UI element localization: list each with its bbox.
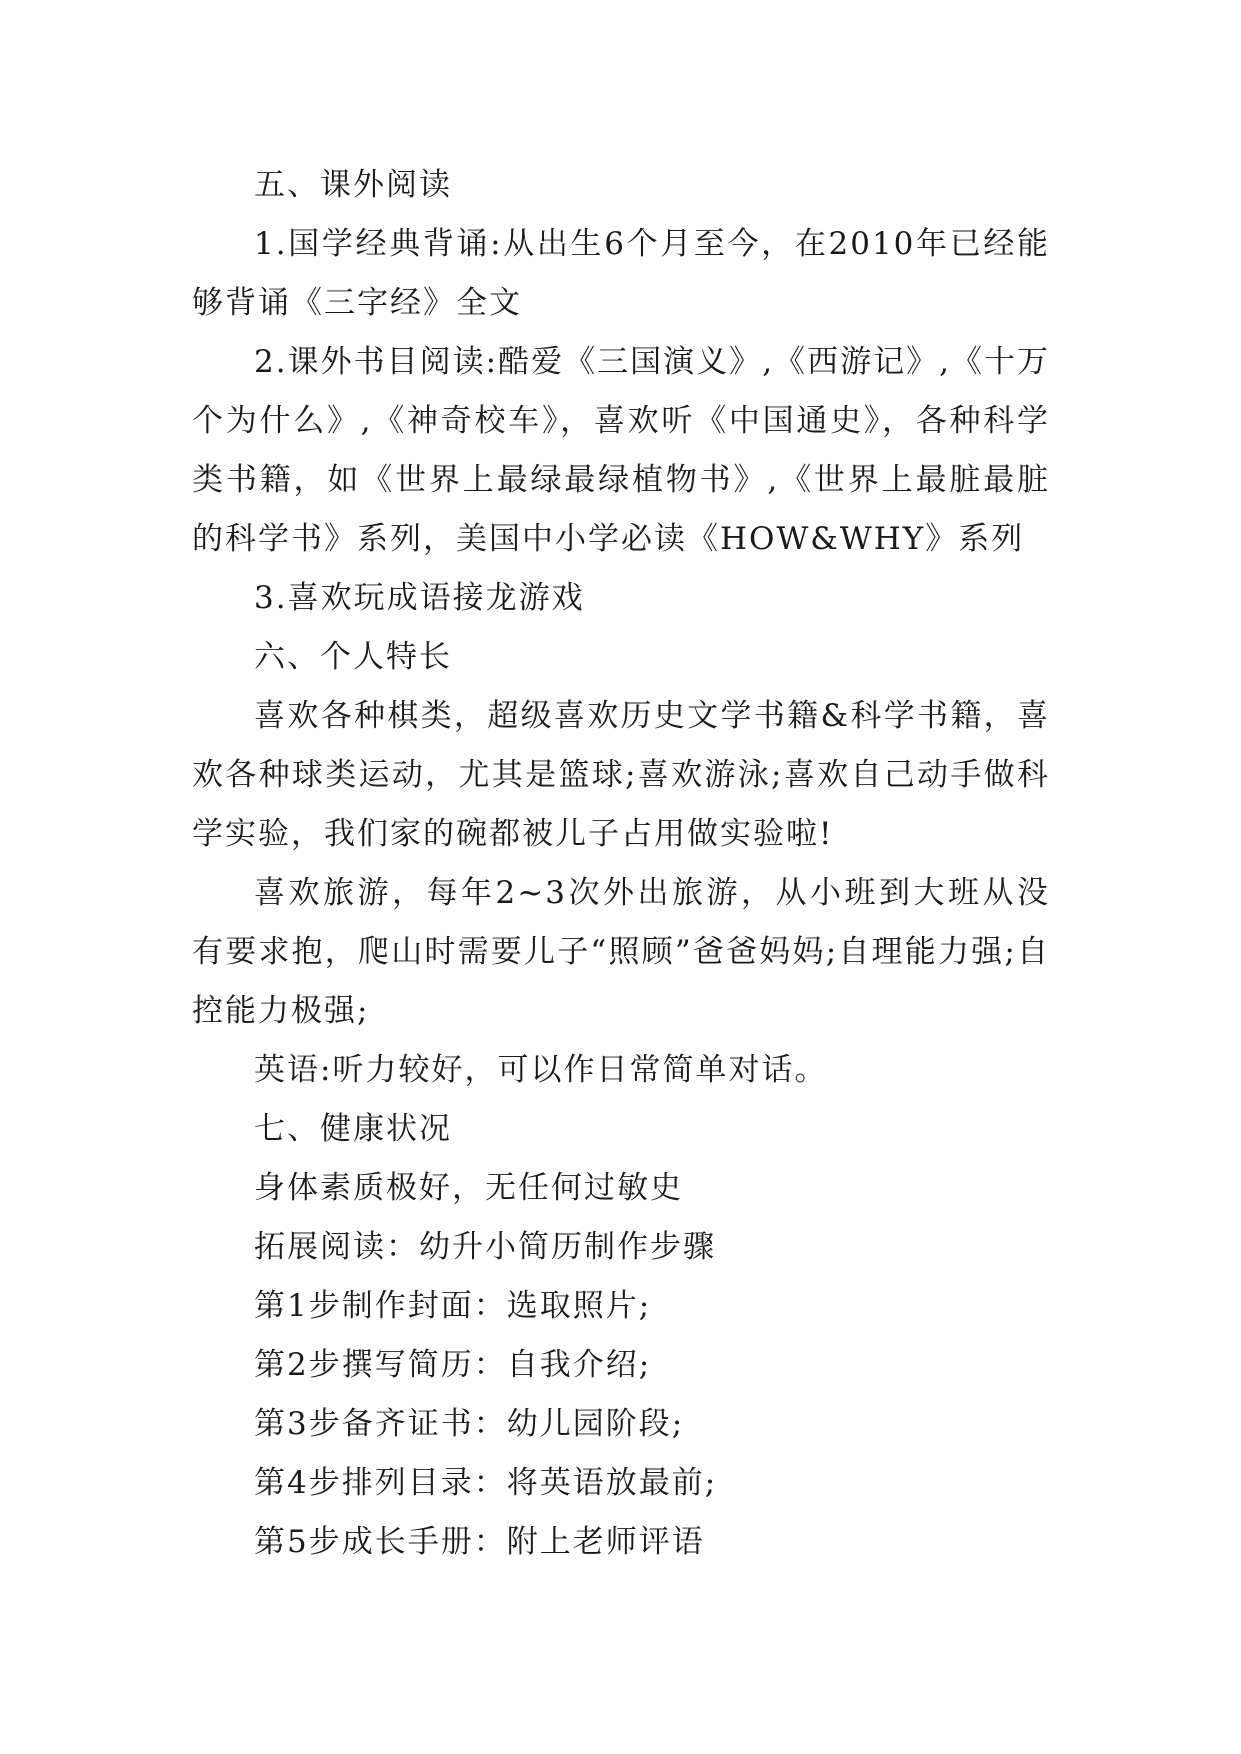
paragraph-english: 英语:听力较好，可以作日常简单对话。 bbox=[254, 1052, 828, 1088]
list-item-step-5: 第5步成长手册：附上老师评语 bbox=[254, 1524, 705, 1560]
section-heading-health: 七、健康状况 bbox=[254, 1111, 452, 1147]
list-item-step-1: 第1步制作封面：选取照片; bbox=[254, 1288, 652, 1324]
paragraph-health: 身体素质极好，无任何过敏史 bbox=[254, 1170, 683, 1206]
paragraph-hobbies: 喜欢各种棋类，超级喜欢历史文学书籍&科学书籍，喜欢各种球类运动，尤其是篮球;喜欢游泳;喜欢自己动手做科学实验，我们家的碗都被儿子占用做实验啦! bbox=[192, 698, 1050, 852]
document-body bbox=[192, 156, 1050, 1572]
paragraph-travel: 喜欢旅游，每年2~3次外出旅游，从小班到大班从没有要求抱，爬山时需要儿子“照顾”爸爸妈妈;自理能力强;自控能力极强; bbox=[192, 875, 1050, 1029]
paragraph-classics-recitation: 1.国学经典背诵:从出生6个月至今，在2010年已经能够背诵《三字经》全文 bbox=[192, 226, 1050, 321]
list-item-step-3: 第3步备齐证书：幼儿园阶段; bbox=[254, 1406, 685, 1442]
section-heading-extracurricular-reading: 五、课外阅读 bbox=[254, 167, 452, 203]
paragraph-reading-list: 2.课外书目阅读:酷爱《三国演义》,《西游记》,《十万个为什么》,《神奇校车》，喜欢听《中国通史》，各种科学类书籍，如《世界上最绿最绿植物书》,《世界上最脏最脏的科学书》系列，美国中小学必读《HOW&WHY》系列 bbox=[192, 344, 1050, 557]
paragraph-extended-reading: 拓展阅读：幼升小简历制作步骤 bbox=[254, 1229, 716, 1265]
section-heading-personal-strengths: 六、个人特长 bbox=[254, 639, 452, 675]
list-item-step-4: 第4步排列目录：将英语放最前; bbox=[254, 1465, 718, 1501]
list-item-step-2: 第2步撰写简历：自我介绍; bbox=[254, 1347, 652, 1383]
paragraph-idiom-game: 3.喜欢玩成语接龙游戏 bbox=[254, 580, 585, 616]
